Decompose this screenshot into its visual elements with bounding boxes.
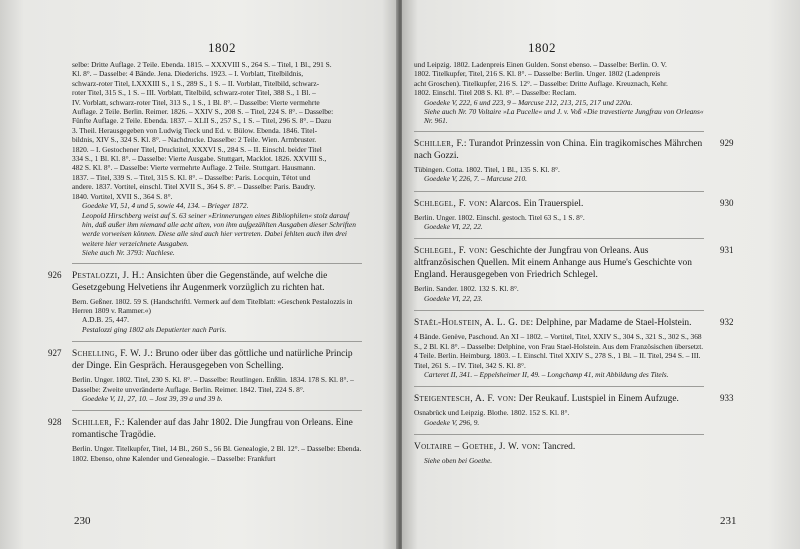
reference-note: Siehe auch Nr. 70 Voltaire »La Pucelle« und J. v. Voß »Die travestierte Jungfrau von Orleans« Nr. 961.: [424, 107, 704, 126]
page-number: 230: [74, 515, 91, 527]
entry-details: Berlin. Unger. 1802. Einschl. gestoch. Titel 63 S., 1 S. 8°.: [414, 212, 585, 222]
entry-author: Staël-Holstein, A. L. G. de:: [414, 318, 534, 329]
catalog-entry: [414, 245, 734, 303]
entry-author: Steigentesch, A. F. von:: [414, 394, 517, 405]
catalog-entry: [48, 417, 362, 463]
reference-note: Pestalozzi ging 1802 als Deputierter nach Paris.: [82, 324, 227, 334]
catalog-entry: [414, 393, 734, 427]
text-line: schwarz-roter Titel, LXXXIII S., 1 S., 289 S., 1 S. – II. Vorblatt, Titelbild, schwarz-: [72, 78, 320, 88]
page-header-year: 1802: [528, 40, 556, 55]
entry-details: Tübingen. Cotta. 1802. Titel, 1 Bl., 135 S. Kl. 8°.: [414, 164, 560, 174]
entry-number: 929: [720, 137, 734, 148]
right-page: [402, 0, 800, 549]
divider: [414, 131, 704, 132]
reference-note: Siehe auch Nr. 3793: Nachlese.: [82, 248, 175, 258]
reference-note: Goedeke V, 226, 7. – Marcuse 210.: [424, 174, 528, 184]
entry-details: Berlin. Unger. Titelkupfer, Titel, 14 Bl., 260 S., 56 Bl. Genealogie, 2 Bl. 12°. – Dasselbe: Ebenda. 1802. Ebenso, ohne Kalender und Genealogie. – Dasselbe: Frankfurt: [72, 444, 362, 463]
divider: [414, 386, 704, 387]
catalog-entry: [414, 317, 734, 379]
reference-note: Goedeke VI, 51, 4 und 5, sowie 44, 134. – Brieger 1872.: [82, 201, 249, 211]
reference-note: Leopold Hirschberg weist auf S. 63 seiner »Erinnerungen eines Bibliophilen« stolz darauf hin, daß außer ihm niemand alle acht alten, von ihm aufgezählten Ausgaben dieser Schriften werde vorweisen können. Diese alle sind auch hier vertreten. Dabei fehlten auch ihm drei weitere hier verzeichnete Ausgaben.: [82, 210, 356, 248]
text-line: 482 S. Kl. 8°. – Dasselbe: Vierte vermehrte Auflage. 2 Teile. Stuttgart. Hausmann.: [72, 163, 316, 173]
entry-number: 931: [720, 245, 734, 256]
entry-title: Kalender auf das Jahr 1802. Die Jungfrau von Orleans. Eine romantische Tragödie.: [72, 418, 353, 441]
text-line: 1820. – I. Gestochener Titel, Drucktitel, XXXVI S., 284 S. – II. Einschl. beider Titel: [72, 144, 322, 154]
entry-number: 932: [720, 317, 734, 328]
reference-note: Carteret II, 341. – Eppelsheimer II, 49. – Longchamp 41, mit Abbildung des Titels.: [424, 369, 669, 379]
catalog-entry: [48, 269, 362, 335]
entry-author: Schlegel, F. von:: [414, 246, 488, 257]
entry-details: Osnabrück und Leipzig. Blothe. 1802. 152 S. Kl. 8°.: [414, 408, 570, 418]
text-line: und Leipzig. 1802. Ladenpreis Einen Gulden. Sonst ebenso. – Dasselbe: Berlin. O. V.: [414, 60, 667, 69]
continuation-text: [414, 60, 704, 126]
entry-title: Alarcos. Ein Trauerspiel.: [489, 198, 584, 209]
entry-title: Der Reukauf. Lustspiel in Einem Aufzuge.: [518, 394, 679, 405]
entry-author: Schelling, F. W. J.:: [72, 349, 154, 360]
reference-note: Goedeke VI, 22, 22.: [424, 222, 483, 232]
page-header-year: 1802: [208, 40, 236, 55]
entry-title: Ansichten über die Gegenstände, auf welche die Gesetzgebung Helvetiens ihr Augenmerk vorzüglich zu richten hat.: [72, 270, 328, 293]
divider: [72, 341, 362, 342]
entry-details: Berlin. Sander. 1802. 132 S. Kl. 8°.: [414, 284, 519, 294]
reference-note: Goedeke VI, 22, 23.: [424, 293, 483, 303]
entry-title: Turandot Prinzessin von China. Ein tragikomisches Mährchen nach Gozzi.: [414, 138, 703, 161]
entry-author: Schlegel, F. von:: [414, 198, 488, 209]
continuation-text: [72, 60, 362, 258]
text-line: bildnis, XIV S., 324 S. Kl. 8°. – Nachdrucke. Dasselbe: 2 Teile. Wien. Armbruster.: [72, 135, 317, 145]
text-line: andere. 1837. Vortitel, einschl. Titel XVII S., 364 S. 8°. – Dasselbe: Paris. Baudry.: [72, 182, 316, 192]
catalog-entry: [48, 348, 362, 403]
divider: [72, 263, 362, 264]
entry-number: 930: [720, 197, 734, 208]
entry-details: 4 Bände. Genève, Paschoud. An XI – 1802. – Vortitel, Titel, XXIV S., 304 S., 321 S., 302 S., 368 S., 2 Bl. Kl. 8°. – Dasselbe: Delphine, von Frau Stael-Holstein. Aus dem Französischen übersetzt. 4 Teile. Berlin. Heimburg. 1803. – I. Einschl. Titel XXIV S., 278 S., 1 Bl. – II. Titel, 294 S. – III. Titel, 261 S. – IV. Titel, 342 S. Kl. 8°.: [414, 332, 704, 370]
entry-number: 926: [48, 269, 62, 280]
text-line: Fünfte Auflage. 2 Teile. Ebenda. 1837. – XLII S., 257 S., 1 S. – Titel, 296 S. 8°. – Dazu: [72, 116, 332, 126]
entry-author: Voltaire – Goethe, J. W. von:: [414, 442, 541, 453]
catalog-entry: [414, 197, 734, 232]
text-line: 3. Theil. Herausgegeben von Ludwig Tieck und Ed. v. Bülow. Ebenda. 1846. Titel-: [72, 125, 318, 135]
catalog-entry: [414, 441, 704, 465]
text-line: acht Groschen). Titelkupfer, 216 S. 12°. – Dasselbe: Dritte Auflage. Kreuznach, Kehr.: [414, 78, 668, 88]
entry-author: Schiller, F.:: [414, 138, 467, 149]
reference-note: Goedeke V, 11, 27, 10. – Jost 39, 39 a und 39 b.: [82, 393, 223, 403]
entry-number: 933: [720, 393, 734, 404]
divider: [414, 191, 704, 192]
text-line: 1802. Einschl. Titel 208 S. Kl. 8°. – Dasselbe: Reclam.: [414, 88, 577, 98]
right-column: [414, 60, 734, 473]
left-column: [48, 60, 362, 470]
entry-details: Bern. Geßner. 1802. 59 S. (Handschriftl. Vermerk auf dem Titelblatt: »Geschenk Pestalozzis in Herren 1809 v. Rammer.«): [72, 296, 353, 315]
entry-details: Berlin. Unger. 1802. Titel, 230 S. Kl. 8°. – Dasselbe: Reutlingen. Enßlin. 1834. 178 S. Kl. 8°. – Dasselbe: Zweite unveränderte Auflage. Berlin. Reimer. 1842. Titel, 224 S. 8°.: [72, 375, 354, 394]
reference-note: Siehe oben bei Goethe.: [424, 456, 493, 466]
text-line: 334 S., 1 Bl. Kl. 8°. – Dasselbe: Vierte Ausgabe. Stuttgart, Macklot. 1826. XXVIII S.,: [72, 154, 327, 164]
reference-note: A.D.B. 25, 447.: [82, 315, 130, 325]
text-line: selbe: Dritte Auflage. 2 Teile. Ebenda. 1815. – XXXVIII S., 264 S. – Titel, 1 Bl., 291 S.: [72, 60, 332, 69]
text-line: roter Titel, 315 S., 1 S. – III. Vorblatt, Titelbild, schwarz-roter Titel, 388 S., 1 Bl. –: [72, 88, 316, 98]
entry-author: Pestalozzi, J. H.:: [72, 270, 145, 281]
entry-title: Bruno oder über das göttliche und natürliche Princip der Dinge. Ein Gespräch. Herausgegeben von Schelling.: [72, 349, 353, 372]
entry-title: Delphine, par Madame de Stael-Holstein.: [535, 318, 692, 329]
reference-note: Goedeke V, 222, 6 und 223, 9 – Marcuse 212, 213, 215, 217 und 220a.: [424, 97, 633, 107]
text-line: 1840. Vortitel, XVII S., 364 S. 8°.: [72, 191, 173, 201]
page-number: 231: [720, 515, 737, 527]
catalog-entry: [414, 137, 734, 184]
divider: [414, 238, 704, 239]
divider: [414, 434, 704, 435]
divider: [414, 310, 704, 311]
entry-number: 928: [48, 417, 62, 428]
entry-title: Tancred.: [542, 442, 576, 453]
text-line: IV. Vorblatt, schwarz-roter Titel, 313 S., 1 S., 1 Bl. 8°. – Dasselbe: Vierte vermehrte: [72, 97, 320, 107]
divider: [72, 410, 362, 411]
left-page: [0, 0, 398, 549]
reference-note: Goedeke V, 296, 9.: [424, 417, 480, 427]
text-line: Kl. 8°. – Dasselbe: 4 Bände. Jena. Diederichs. 1923. – I. Vorblatt, Titelbildnis,: [72, 69, 304, 79]
entry-number: 927: [48, 348, 62, 359]
entry-title: Geschichte der Jungfrau von Orleans. Aus altfranzösischen Quellen. Mit einem Anhange aus Hume's Geschichte von England. Herausgegeben von Friedrich Schlegel.: [414, 246, 692, 281]
text-line: 1837. – Titel, 339 S. – Titel, 315 S. Kl. 8°. – Dasselbe: Paris. Locquin, Tétot und: [72, 172, 311, 182]
entry-author: Schiller, F.:: [72, 418, 125, 429]
text-line: Auflage. 2 Teile. Berlin. Reimer. 1826. – XXIV S., 208 S. – Titel, 224 S. 8°. – Dasselbe:: [72, 107, 334, 117]
text-line: 1802. Titelkupfer, Titel, 216 S. Kl. 8°. – Dasselbe: Berlin. Unger. 1802 (Ladenpreis: [414, 69, 661, 79]
